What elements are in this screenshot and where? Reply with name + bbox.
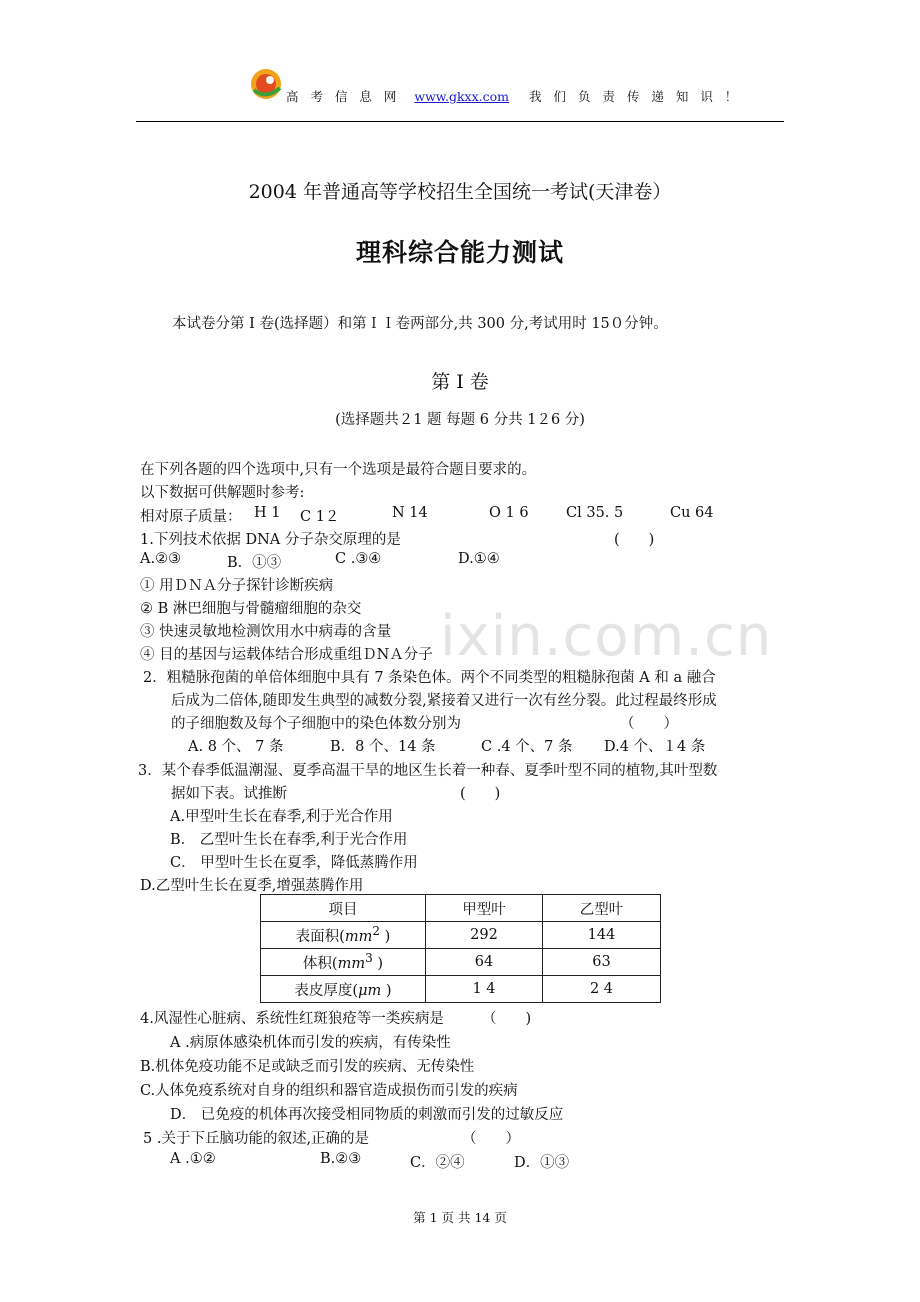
option-b: B．8 个、14 条 (330, 739, 436, 755)
table-cell: 1 4 (426, 976, 543, 1003)
question-5-bracket: （ ） (462, 1131, 520, 1147)
page-footer: 第 1 页 共 14 页 (413, 1210, 507, 1225)
site-url-link[interactable]: www.gkxx.com (414, 89, 510, 104)
table-cell: 64 (426, 949, 543, 976)
option-d: D.①④ (458, 551, 500, 567)
question-1-stem: 1.下列技术依据 DNA 分子杂交原理的是 (140, 532, 401, 548)
question-1-item: ① 用ＤＮＡ分子探针诊断疾病 (140, 578, 334, 594)
table-row (261, 976, 661, 1003)
site-logo-icon (248, 66, 284, 102)
atomic-mass-item: O 1 6 (489, 505, 529, 521)
table-cell: 144 (543, 922, 661, 949)
option-c: C .4 个、7 条 (481, 739, 573, 755)
question-1-bracket: ( ) (614, 532, 655, 548)
option-a: A .①② (170, 1151, 216, 1167)
atomic-mass-item: Cl 35. 5 (566, 505, 624, 521)
exam-subtitle: 理科综合能力测试 (355, 238, 564, 267)
question-5-options (170, 1151, 610, 1171)
question-4-bracket: （ ) (482, 1011, 532, 1027)
question-2-stem: 2．粗糙脉孢菌的单倍体细胞中具有 7 条染色体。两个不同类型的粗糙脉孢菌 A 和 a 融合 (143, 670, 716, 686)
option-b: B.②③ (320, 1151, 362, 1167)
option-c: C．②④ (410, 1155, 465, 1171)
table-row-label: 表面积($mm^2$ ) (261, 922, 426, 949)
option-b: B．①③ (227, 555, 282, 571)
question-4-stem: 4.风湿性心脏病、系统性红斑狼疮等一类疾病是 (140, 1011, 444, 1027)
option-a: A. 8 个、 7 条 (188, 739, 284, 755)
question-3-stem: 据如下表。试推断 (171, 786, 287, 802)
question-1-item: ③ 快速灵敏地检测饮用水中病毒的含量 (140, 624, 392, 640)
table-cell: 2 4 (543, 976, 661, 1003)
atomic-masses (140, 505, 780, 525)
table-row-label: 表皮厚度(μm ) (261, 976, 426, 1003)
site-header (248, 64, 742, 104)
header-text (286, 87, 741, 105)
question-1-options (140, 551, 780, 571)
option-a: A.甲型叶生长在春季,利于光合作用 (170, 809, 393, 825)
exam-title: 2004 年普通高等学校招生全国统一考试(天津卷） (248, 181, 672, 203)
instruction-line: 以下数据可供解题时参考: (140, 485, 305, 501)
option-c: C． 甲型叶生长在夏季，降低蒸腾作用 (170, 855, 418, 871)
table-header-cell: 乙型叶 (543, 895, 661, 922)
table-header-cell: 项目 (261, 895, 426, 922)
instruction-line: 在下列各题的四个选项中,只有一个选项是最符合题目要求的。 (140, 462, 537, 478)
table-row (261, 949, 661, 976)
table-header-cell: 甲型叶 (426, 895, 543, 922)
option-d: D． 已免疫的机体再次接受相同物质的刺激而引发的过敏反应 (170, 1107, 564, 1123)
site-slogan: 我 们 负 责 传 递 知 识 ！ (529, 89, 742, 104)
table-row (261, 922, 661, 949)
question-1-item: ④ 目的基因与运载体结合形成重组ＤNＡ分子 (140, 647, 433, 663)
question-2-stem: 的子细胞数及每个子细胞中的染色体数分别为 (171, 716, 461, 732)
header-divider (136, 121, 784, 122)
option-b: B.机体免疫功能不足或缺乏而引发的疾病、无传染性 (140, 1059, 475, 1075)
table-cell: 292 (426, 922, 543, 949)
question-2-bracket: （ ） (620, 716, 678, 732)
question-2-options (188, 735, 728, 755)
watermark: ixin.com.cn (440, 604, 773, 669)
atomic-mass-item: N 14 (392, 505, 428, 521)
option-c: C .③④ (335, 551, 382, 567)
atomic-mass-item: H 1 (254, 505, 281, 521)
option-a: A.②③ (140, 551, 182, 567)
option-d: D.乙型叶生长在夏季,增强蒸腾作用 (140, 878, 364, 894)
option-a: A .病原体感染机体而引发的疾病，有传染性 (170, 1035, 451, 1051)
volume-subtitle: (选择题共２1 题 每题 6 分共 1２6 分) (335, 412, 585, 428)
site-name: 高 考 信 息 网 (286, 89, 401, 104)
table-header-row (261, 895, 661, 922)
question-3-bracket: ( ) (460, 786, 501, 802)
question-5-stem: 5 .关于下丘脑功能的叙述,正确的是 (143, 1131, 370, 1147)
atomic-mass-item: Cu 64 (670, 505, 714, 521)
option-b: B． 乙型叶生长在春季,利于光合作用 (170, 832, 408, 848)
volume-title: 第 I 卷 (431, 371, 489, 393)
leaf-data-table (260, 894, 661, 1003)
option-d: D．①③ (514, 1155, 570, 1171)
table-cell: 63 (543, 949, 661, 976)
option-c: C.人体免疫系统对自身的组织和器官造成损伤而引发的疾病 (140, 1083, 518, 1099)
question-3-stem: 3．某个春季低温潮湿、夏季高温干旱的地区生长着一种春、夏季叶型不同的植物,其叶型数 (138, 763, 718, 779)
question-2-stem: 后成为二倍体,随即发生典型的减数分裂,紧接着又进行一次有丝分裂。此过程最终形成 (171, 693, 717, 709)
exam-intro: 本试卷分第 I 卷(选择题）和第ＩＩ卷两部分,共 300 分,考试用时 15０分钟。 (172, 316, 668, 332)
table-row-label: 体积($mm^3$ ) (261, 949, 426, 976)
atomic-masses-label: 相对原子质量： (140, 509, 242, 525)
question-1-item: ② B 淋巴细胞与骨髓瘤细胞的杂交 (140, 601, 362, 617)
option-d: D.4 个、１4 条 (604, 739, 706, 755)
atomic-mass-item: C 1２ (300, 509, 340, 525)
